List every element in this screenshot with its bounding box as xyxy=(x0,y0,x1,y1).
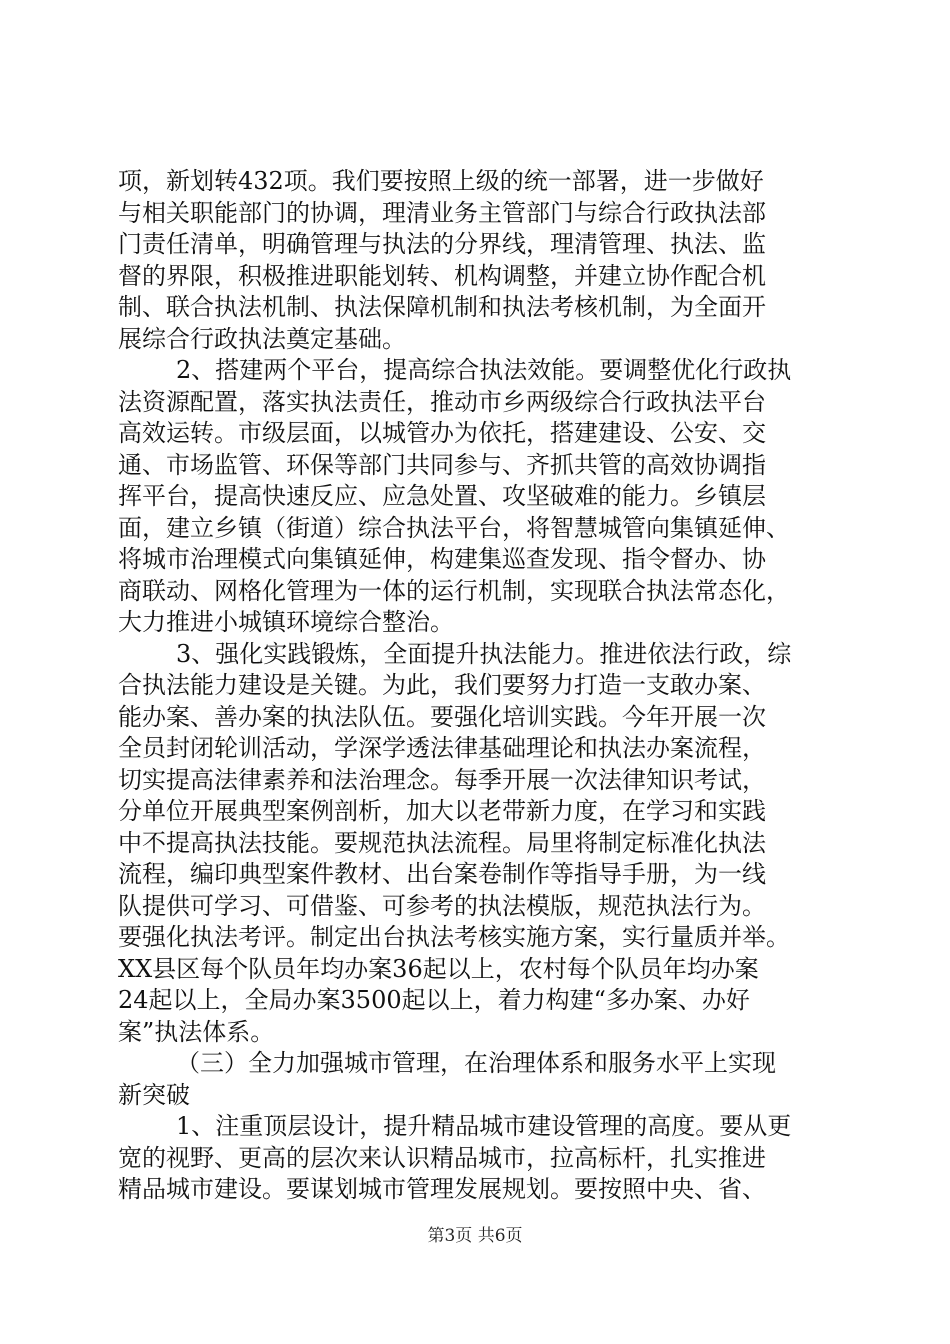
body-line-27: 24起以上，全局办案3500起以上，着力构建“多办案、办好 xyxy=(118,986,750,1014)
body-line-19: 全员封闭轮训活动，学深学透法律基础理论和执法办案流程， xyxy=(118,734,766,762)
body-line-12: 面，建立乡镇（街道）综合执法平台，将智慧城管向集镇延伸、 xyxy=(118,513,790,542)
body-line-10: 通、市场监管、环保等部门共同参与、齐抓共管的高效协调指 xyxy=(118,450,766,479)
body-line-11: 挥平台，提高快速反应、应急处置、攻坚破难的能力。乡镇层 xyxy=(118,482,766,510)
section-heading-line-1: （三）全力加强城市管理，在治理体系和服务水平上实现 xyxy=(176,1049,776,1077)
body-line-26: XX县区每个队员年均办案36起以上，农村每个队员年均办案 xyxy=(118,954,759,983)
section-heading-line-2: 新突破 xyxy=(118,1080,190,1109)
body-line-6: 展综合行政执法奠定基础。 xyxy=(118,324,406,353)
body-line-17: 合执法能力建设是关键。为此，我们要努力打造一支敢办案、 xyxy=(118,671,766,699)
body-line-21: 分单位开展典型案例剖析，加大以老带新力度，在学习和实践 xyxy=(118,797,766,825)
body-line-29: 1、注重顶层设计，提升精品城市建设管理的高度。要从更 xyxy=(176,1112,792,1140)
body-line-1: 项，新划转432项。我们要按照上级的统一部署，进一步做好 xyxy=(118,167,764,195)
body-line-28: 案”执法体系。 xyxy=(118,1017,275,1046)
body-line-8: 法资源配置，落实执法责任，推动市乡两级综合行政执法平台 xyxy=(118,387,766,416)
body-line-20: 切实提高法律素养和法治理念。每季开展一次法律知识考试， xyxy=(118,765,766,794)
body-line-14: 商联动、网格化管理为一体的运行机制，实现联合执法常态化， xyxy=(118,576,790,605)
body-line-5: 制、联合执法机制、执法保障机制和执法考核机制，为全面开 xyxy=(118,293,766,321)
body-line-30: 宽的视野、更高的层次来认识精品城市，拉高标杆，扎实推进 xyxy=(118,1143,766,1172)
body-line-22: 中不提高执法技能。要规范执法流程。局里将制定标准化执法 xyxy=(118,828,766,857)
body-line-3: 门责任清单，明确管理与执法的分界线，理清管理、执法、监 xyxy=(118,230,766,258)
body-line-31: 精品城市建设。要谋划城市管理发展规划。要按照中央、省、 xyxy=(118,1175,766,1203)
body-line-2: 与相关职能部门的协调，理清业务主管部门与综合行政执法部 xyxy=(118,198,766,227)
body-line-7: 2、搭建两个平台，提高综合执法效能。要调整优化行政执 xyxy=(176,356,792,384)
body-line-13: 将城市治理模式向集镇延伸，构建集巡查发现、指令督办、协 xyxy=(118,545,766,573)
body-line-18: 能办案、善办案的执法队伍。要强化培训实践。今年开展一次 xyxy=(118,702,766,731)
body-line-16: 3、强化实践锻炼，全面提升执法能力。推进依法行政，综 xyxy=(176,639,792,668)
body-line-9: 高效运转。市级层面，以城管办为依托，搭建建设、公安、交 xyxy=(118,419,766,447)
body-line-24: 队提供可学习、可借鉴、可参考的执法模版，规范执法行为。 xyxy=(118,891,766,920)
body-line-23: 流程，编印典型案件教材、出台案卷制作等指导手册，为一线 xyxy=(118,860,766,888)
page-footer: 第3页 共6页 xyxy=(427,1226,523,1246)
body-line-4: 督的界限，积极推进职能划转、机构调整，并建立协作配合机 xyxy=(118,261,766,290)
body-line-25: 要强化执法考评。制定出台执法考核实施方案，实行量质并举。 xyxy=(118,923,790,951)
body-line-15: 大力推进小城镇环境综合整治。 xyxy=(118,608,454,636)
